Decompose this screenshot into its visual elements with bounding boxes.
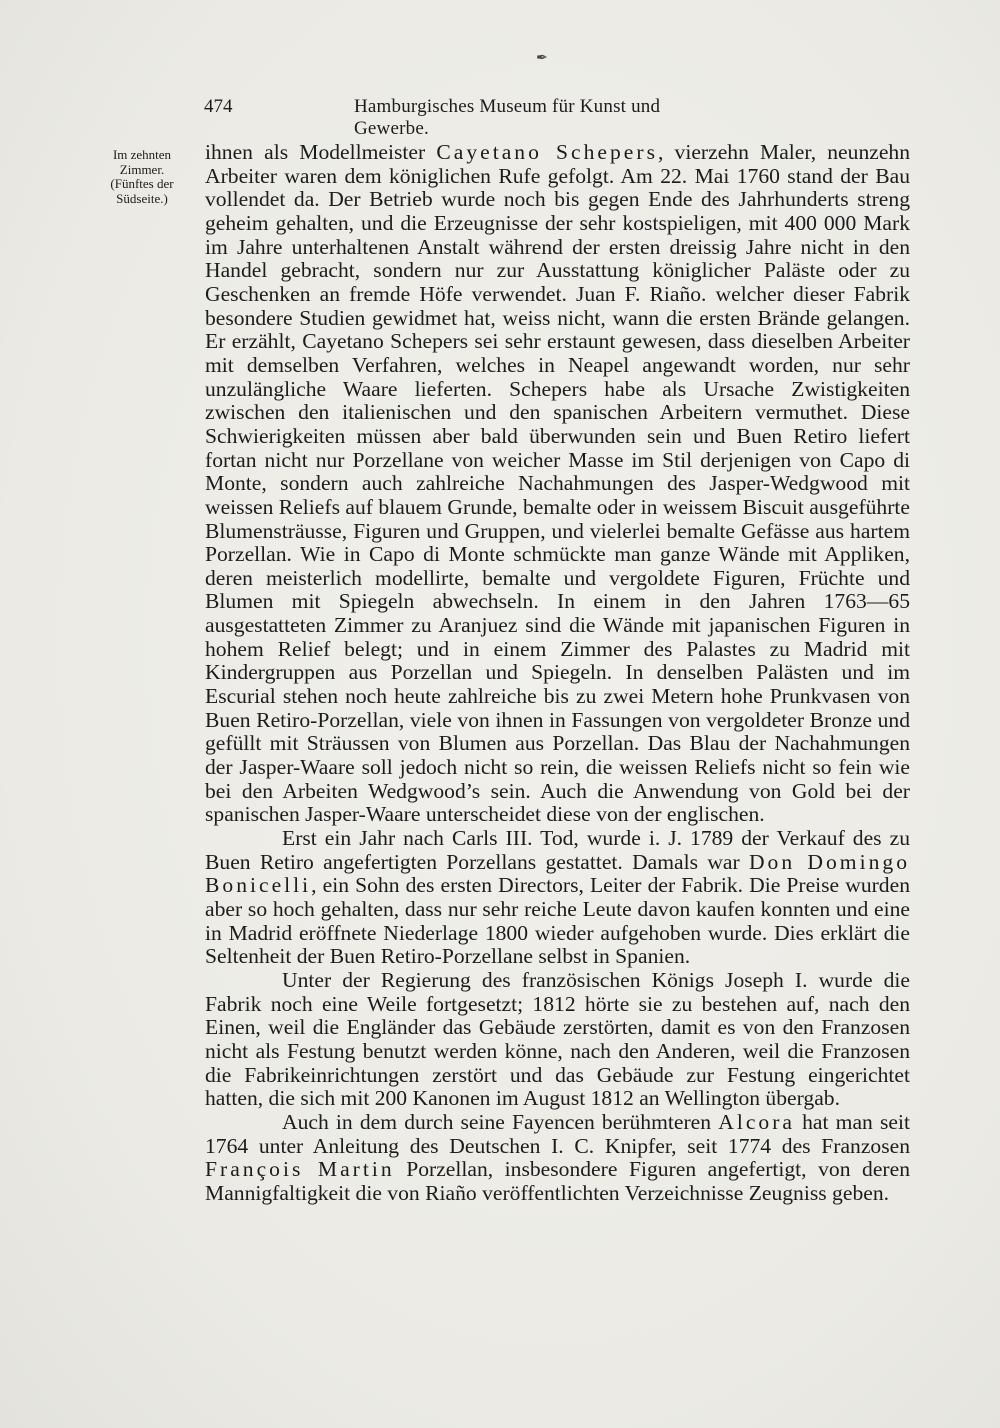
text-segment: Unter der Regierung des französischen Königs Joseph I. wurde die Fabrik noch eine Weile fortgesetzt; 1812 hörte sie zu bestehen auf, nach den Einen, weil die Engländer das Gebäude zerstörten, damit es von den Franzosen nicht als Festung benutzt werden könne, nach den Anderen, weil die Franzosen die Fabrikeinrichtungen zerstört und das Gebäude zur Festung eingerichtet hatten, die sich mit 200 Kanonen im August 1812 an Wellington übergab. [205, 967, 910, 1111]
paragraph [205, 141, 910, 827]
text-segment: ihnen als Modellmeister [205, 140, 437, 164]
text-segment: Auch in dem durch seine Fayencen berühmteren [282, 1109, 719, 1134]
spaced-name: Cayetano Schepers [436, 140, 658, 164]
text-segment: hat man seit 1764 unter Anleitung des Deutschen I. C. Knipfer, seit 1774 des Franzosen [205, 1109, 910, 1158]
running-title: Hamburgisches Museum für Kunst und Gewerbe. [354, 96, 661, 139]
spaced-name: Don Domingo Bonicelli [205, 849, 910, 898]
spaced-name: François Martin [205, 1157, 395, 1182]
page-number: 474 [204, 96, 233, 117]
margin-note-line: (Fünftes der [110, 176, 174, 191]
text-segment: Erst ein Jahr nach Carls III. Tod, wurde i. J. 1789 der Verkauf des zu Buen Retiro angefertigten Porzellans gestattet. Damals war [205, 826, 910, 874]
margin-note-line: Zimmer. [119, 161, 165, 177]
page-header [204, 96, 724, 139]
text-segment: , ein Sohn des ersten Directors, Leiter der Fabrik. Die Preise wurden aber so hoch gehalten, dass nur sehr reiche Leute davon kaufen konnten und eine in Madrid eröffnete Niederlage 1800 wieder aufgehoben wurde. Dies erklärt die Seltenheit der Buen Retiro-Porzellane selbst in Spanien. [205, 873, 910, 969]
paragraph [205, 827, 910, 969]
paragraph [205, 969, 910, 1111]
ink-mark: ✒ [536, 50, 548, 66]
text-segment: , vierzehn Maler, neunzehn Arbeiter waren dem königlichen Rufe gefolgt. Am 22. Mai 1760 stand der Bau vollendet da. Der Betrieb wurde noch bis gegen Ende des Jahrhunderts streng geheim gehalten, und die Erzeugnisse der sehr kostspieligen, mit 400 000 Mark im Jahre unterhaltenen Anstalt während der ersten dreissig Jahre nicht in den Handel gebracht, sondern nur zur Ausstattung königlicher Paläste oder zu Geschenken an fremde Höfe verwendet. Juan F. Riaño. welcher dieser Fabrik besondere Studien gewidmet hat, weiss nicht, wann die ersten Brände gelangen. Er erzählt, Cayetano Schepers sei sehr erstaunt gewesen, dass dieselben Arbeiter mit demselben Verfahren, welches in Neapel angewandt worden, nur sehr unzulängliche Waare lieferten. Schepers habe als Ursache Zwistigkeiten zwischen den italienischen und den spanischen Arbeitern vermuthet. Diese Schwierigkeiten müssen aber bald überwunden sein und Buen Retiro liefert fortan nicht nur Porzellane von weicher Masse im Stil derjenigen von Capo di Monte, sondern auch zahlreiche Nachahmungen des Jasper-Wedgwood mit weissen Reliefs auf blauem Grunde, bemalte oder in weissem Biscuit ausgeführte Blumensträusse, Figuren und Gruppen, und vielerlei bemalte Gefässe aus hartem Porzellan. Wie in Capo di Monte schmückte man ganze Wände mit Appliken, deren meisterlich modellirte, bemalte und vergoldete Figuren, Früchte und Blumen mit Spiegeln abwechseln. In einem in den Jahren 1763—65 ausgestatteten Zimmer zu Aranjuez sind die Wände mit japanischen Figuren in hohem Relief belegt; und in einem Zimmer des Palastes zu Madrid mit Kindergruppen aus Porzellan und Spiegeln. In denselben Palästen und im Escurial stehen noch heute zahlreiche bis zu zwei Metern hohe Prunkvasen von Buen Retiro-Porzellan, viele von ihnen in Fassungen von vergoldeter Bronze und gefüllt mit Sträussen von Blumen aus Porzellan. Das Blau der Nachahmungen der Jasper-Waare soll jedoch nicht so rein, die weissen Reliefs nicht so fein wie bei den Arbeiten Wedgwood’s sein. Auch die Anwendung von Gold bei der spanischen Jasper-Waare unterscheidet diese von der englischen. [205, 140, 911, 827]
margin-note [94, 148, 190, 206]
body-text [205, 141, 910, 1206]
margin-note-line: Südseite.) [116, 190, 168, 206]
text-segment: Porzellan, insbesondere Figuren angefertigt, von deren Mannigfaltigkeit die von Riaño veröffentlichten Verzeichnisse Zeugniss geben. [205, 1157, 910, 1205]
spaced-name: Alcora [718, 1109, 795, 1134]
margin-note-line: Im zehnten [112, 147, 172, 162]
paragraph [205, 1111, 910, 1206]
